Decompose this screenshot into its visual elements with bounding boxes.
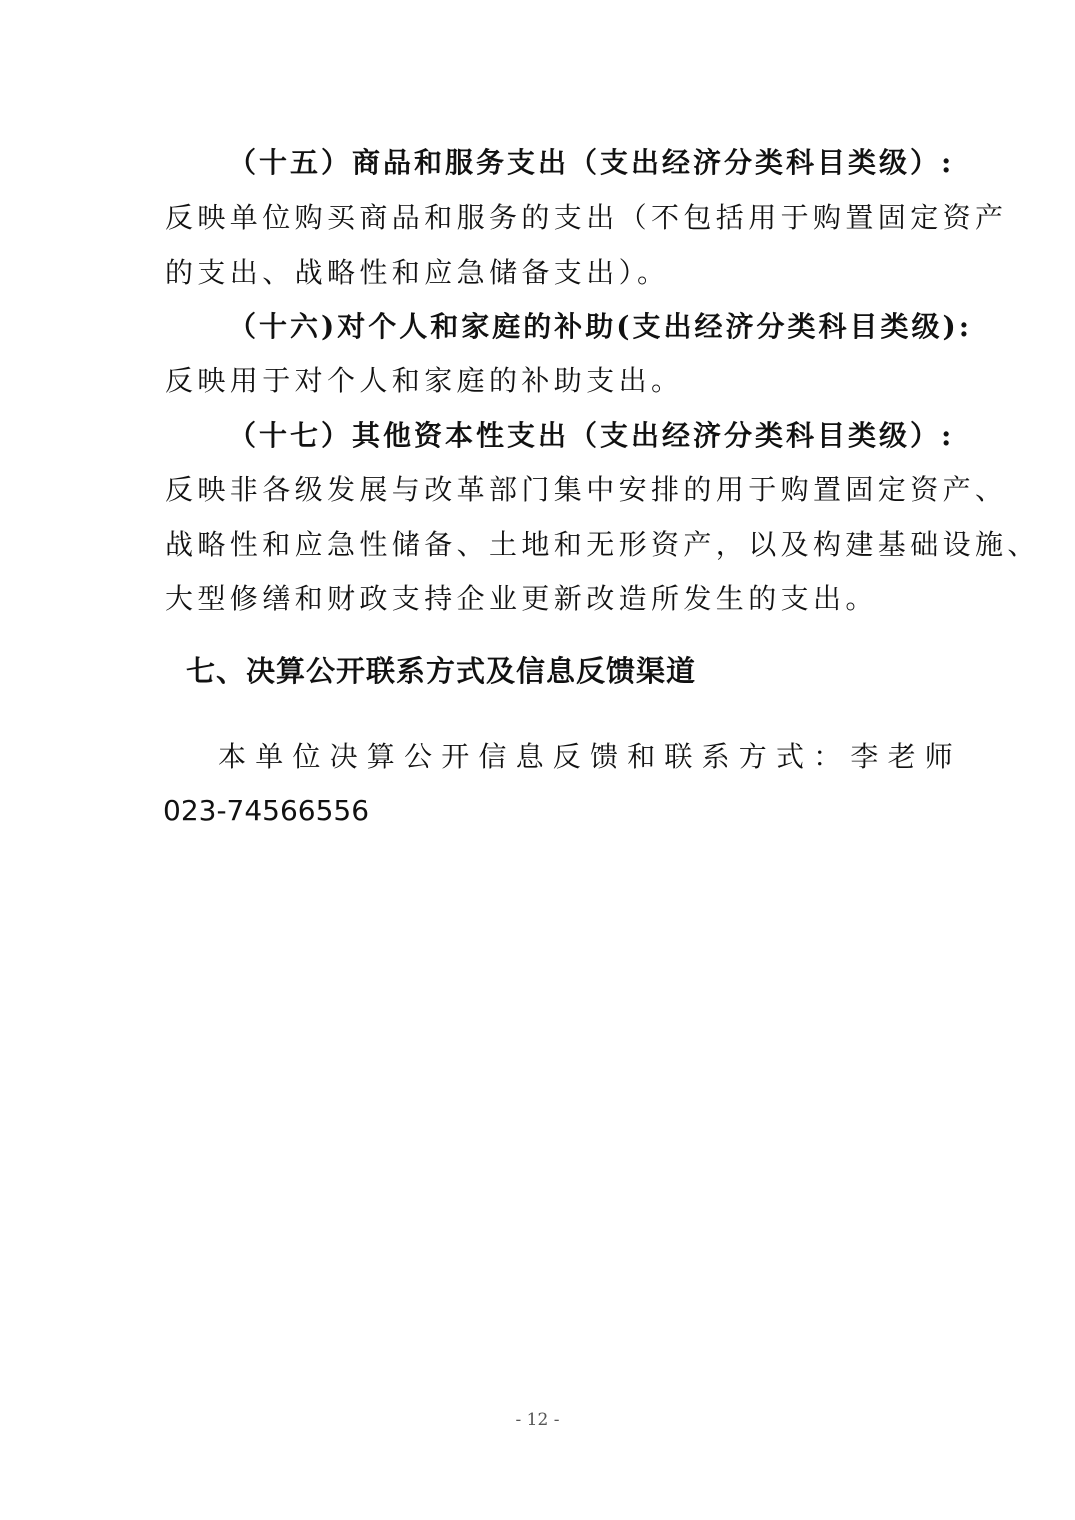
page-number: - 12 - bbox=[515, 1410, 560, 1430]
item-15-body-line-2: 的支出、战略性和应急储备支出）。 bbox=[165, 256, 670, 289]
item-17-title: （十七）其他资本性支出（支出经济分类科目类级）: bbox=[228, 419, 955, 452]
item-15-body-line-1: 反映单位购买商品和服务的支出（不包括用于购置固定资产 bbox=[165, 201, 1008, 234]
section-heading: 七、决算公开联系方式及信息反馈渠道 bbox=[186, 654, 697, 688]
item-17-body-line-1: 反映非各级发展与改革部门集中安排的用于购置固定资产、 bbox=[165, 473, 1008, 506]
item-15-title: （十五）商品和服务支出（支出经济分类科目类级）: bbox=[228, 146, 955, 179]
item-16-title: （十六)对个人和家庭的补助(支出经济分类科目类级): bbox=[228, 310, 973, 343]
contact-line: 本单位决算公开信息反馈和联系方式：李老师 bbox=[218, 740, 963, 773]
item-17-body-line-2: 战略性和应急性储备、土地和无形资产，以及构建基础设施、 bbox=[165, 528, 1040, 561]
item-16-body-line-1: 反映用于对个人和家庭的补助支出。 bbox=[165, 364, 684, 397]
item-17-body-line-3: 大型修缮和财政支持企业更新改造所发生的支出。 bbox=[165, 582, 878, 615]
contact-phone: 023-74566556 bbox=[163, 794, 370, 827]
